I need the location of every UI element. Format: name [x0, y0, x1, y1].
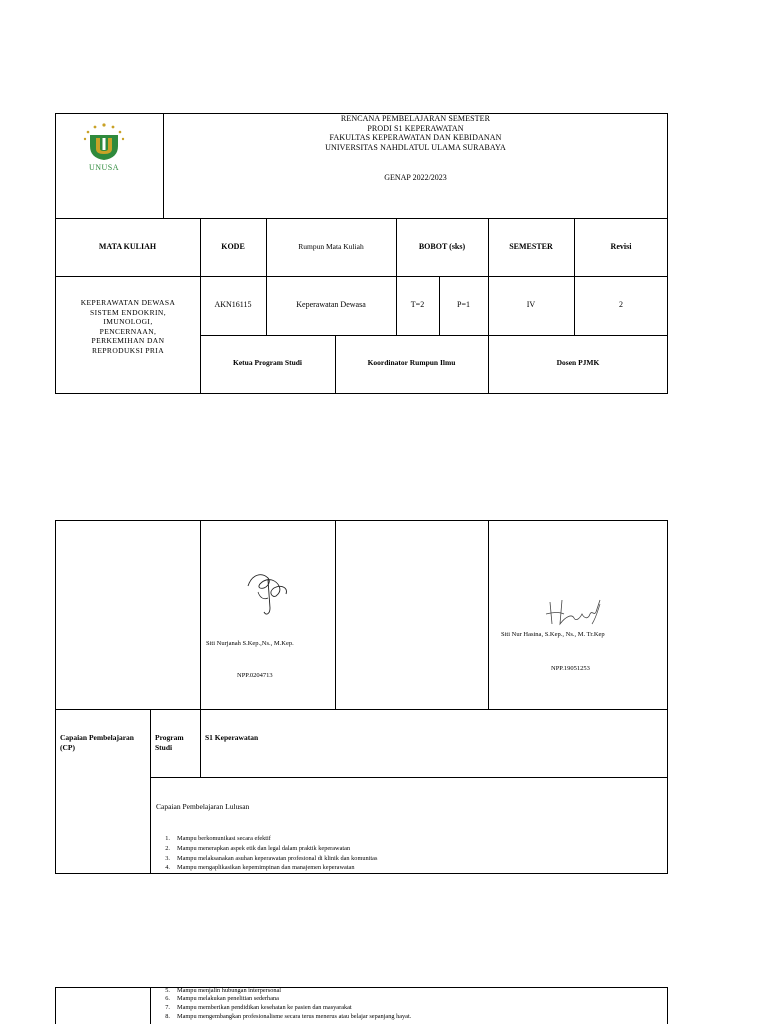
logo-text: UNUSA [88, 163, 120, 172]
cpl-list-continued [155, 987, 667, 1021]
bobot-praktik: P=1 [457, 300, 470, 309]
cpl-item: 4. Mampu mengaplikasikan kepemimpinan dan manajemen keperawatan [165, 864, 355, 872]
col-semester: SEMESTER [509, 242, 553, 251]
col-bobot: BOBOT (sks) [418, 242, 466, 251]
col-kode: KODE [221, 242, 245, 251]
dosen-npp: NPP.19051253 [551, 665, 590, 672]
cpl-item: 3. Mampu melaksanakan asuhan keperawatan profesional di klinik dan komunitas [165, 854, 378, 862]
term-label: GENAP 2022/2023 [384, 173, 447, 182]
course-name: KEPERAWATAN DEWASA SISTEM ENDOKRIN, IMUNOLOGI, PENCERNAAN, PERKEMIHAN DAN REPRODUKSI PRIA [80, 298, 176, 355]
cpl-item: 8. Mampu mengembangkan profesionalisme secara terus menerus atau belajar sepanjang hayat. [165, 1013, 412, 1021]
koordinator-label: Koordinator Rumpun Ilmu [367, 358, 456, 367]
unusa-logo [76, 122, 132, 176]
col-revisi: Revisi [610, 242, 632, 251]
bobot-teori: T=2 [410, 300, 425, 309]
rps-title: RENCANA PEMBELAJARAN SEMESTER [340, 114, 491, 123]
ketua-name: Siti Nurjanah S.Kep.,Ns., M.Kep. [206, 640, 294, 647]
university-title: UNIVERSITAS NAHDLATUL ULAMA SURABAYA [325, 142, 506, 152]
dosen-name: Siti Nur Hasina, S.Kep., Ns., M. Tr.Kep [501, 631, 605, 638]
ketua-signature [238, 568, 296, 620]
cpl-item: 1. Mampu berkomunikasi secara efektif [165, 835, 271, 842]
cpl-item: 2. Mampu menerapkan aspek etik dan legal dalam praktik keperawatan [165, 844, 351, 852]
faculty-title: FAKULTAS KEPERAWATAN DAN KEBIDANAN [329, 133, 502, 142]
col-mata-kuliah: MATA KULIAH [98, 242, 157, 251]
rps-title-block [163, 113, 668, 152]
semester-value: IV [526, 300, 536, 309]
program-studi-value: S1 Keperawatan [205, 733, 259, 742]
revisi-value: 2 [619, 300, 623, 309]
cpl-item: 7. Mampu memberikan pendidikan kesehatan ke pasien dan masyarakat [165, 1004, 352, 1012]
cpl-title: Capaian Pembelajaran Lulusan [156, 802, 250, 811]
course-code: AKN16115 [214, 300, 252, 309]
unusa-emblem-icon [76, 122, 132, 162]
cpl-list [155, 834, 667, 873]
dosen-signature [542, 596, 604, 628]
col-rumpun: Rumpun Mata Kuliah [298, 242, 364, 251]
ketua-prodi-label: Ketua Program Studi [232, 358, 303, 367]
prodi-title: PRODI S1 KEPERAWATAN [367, 123, 464, 133]
ketua-npp: NPP.0204713 [237, 672, 273, 679]
program-studi-label: Program Studi [155, 733, 184, 752]
cp-label: Capaian Pembelajaran (CP) [60, 733, 134, 752]
course-rumpun: Keperawatan Dewasa [296, 300, 366, 309]
cpl-item: 5. Mampu menjalin hubungan interpersonal [165, 987, 282, 994]
dosen-pjmk-label: Dosen PJMK [556, 358, 600, 367]
cpl-item: 6. Mampu melakukan penelitian sederhana [165, 995, 279, 1003]
